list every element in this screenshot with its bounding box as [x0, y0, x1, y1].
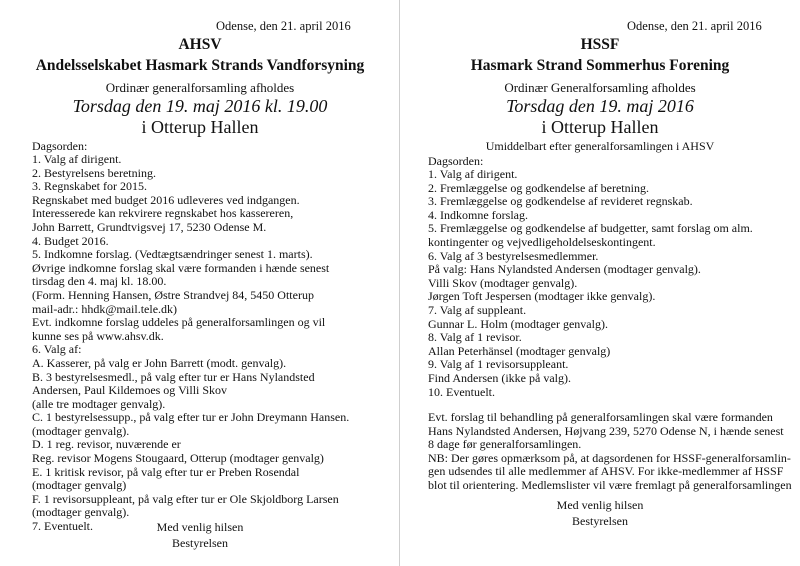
meeting-subtitle: Ordinær Generalforsamling afholdes: [504, 80, 696, 95]
agenda-line: 1. Valg af dirigent.: [428, 167, 518, 181]
agenda-line: 7. Eventuelt.: [32, 519, 93, 534]
closing-greeting: Med venlig hilsen: [556, 498, 644, 512]
agenda-line: 3. Regnskabet for 2015.: [32, 179, 147, 194]
agenda-line: 5. Fremlæggelse og godkendelse af budgetter, samt forslag om alm.: [428, 221, 753, 236]
signature: Bestyrelsen: [572, 514, 628, 528]
signature: Bestyrelsen: [172, 536, 228, 550]
agenda-line: Gunnar L. Holm (modtager genvalg).: [428, 316, 608, 331]
agenda-line: 6. Valg af:: [32, 342, 82, 357]
date-line: Odense, den 21. april 2016: [216, 19, 351, 33]
agenda-line: (Form. Henning Hansen, Østre Strandvej 84, 5450 Otterup: [32, 287, 314, 302]
meeting-venue: i Otterup Hallen: [541, 117, 659, 137]
agenda-line: tirsdag den 4. maj kl. 18.00.: [32, 274, 167, 289]
agenda-line: 5. Indkomne forslag. (Vedtægtsændringer senest 1. marts).: [32, 247, 313, 262]
agenda-line: mail-adr.: hhdk@mail.tele.dk): [32, 301, 178, 316]
agenda-line: kunne ses på www.ahsv.dk.: [32, 328, 164, 343]
agenda-line: (alle tre modtager genvalg).: [32, 396, 166, 411]
agenda-line: 7. Valg af suppleant.: [428, 302, 527, 317]
org-name: Hasmark Strand Sommerhus Forening: [470, 57, 730, 74]
footer-line: Hans Nylandsted Andersen, Højvang 239, 5270 Odense N, i hænde senest: [428, 423, 784, 438]
agenda-line: Regnskabet med budget 2016 udleveres ved indgangen.: [32, 192, 300, 207]
meeting-venue: i Otterup Hallen: [141, 117, 259, 137]
agenda-line: John Barrett, Grundtvigsvej 17, 5230 Odense M.: [32, 219, 267, 234]
closing-greeting: Med venlig hilsen: [156, 520, 244, 534]
agenda-line: F. 1 revisorsuppleant, på valg efter tur er Ole Skjoldborg Larsen: [32, 491, 339, 506]
meeting-date: Torsdag den 19. maj 2016: [506, 96, 694, 116]
agenda-line: 3. Fremlæggelse og godkendelse af revideret regnskab.: [428, 194, 693, 209]
date-line: Odense, den 21. april 2016: [627, 19, 762, 33]
org-acronym: HSSF: [580, 36, 620, 53]
agenda-line: 4. Budget 2016.: [32, 233, 109, 248]
footer-line: gen udsendes til alle medlemmer af AHSV. For ikke-medlemmer af HSSF: [428, 464, 784, 479]
agenda-line: 10. Eventuelt.: [428, 384, 495, 399]
org-acronym: AHSV: [178, 36, 222, 53]
agenda-line: 6. Valg af 3 bestyrelsesmedlemmer.: [428, 248, 599, 263]
agenda-line: 4. Indkomne forslag.: [428, 207, 528, 222]
agenda-line: (modtager genvalg): [32, 478, 127, 493]
agenda-line: På valg: Hans Nylandsted Andersen (modtager genvalg).: [428, 262, 701, 277]
agenda-line: C. 1 bestyrelsessupp., på valg efter tur er John Dreymann Hansen.: [32, 410, 350, 425]
footer-line: 8 dage før generalforsamlingen.: [428, 437, 582, 452]
agenda-line: D. 1 reg. revisor, nuværende er: [32, 437, 181, 452]
footer-notice: [428, 411, 792, 493]
agenda-line: (modtager genvalg).: [32, 505, 130, 520]
agenda-line: 1. Valg af dirigent.: [32, 152, 122, 166]
meeting-subtitle: Ordinær generalforsamling afholdes: [105, 80, 295, 95]
org-name: Andelsselskabet Hasmark Strands Vandforsyning: [35, 57, 365, 74]
agenda-line: (modtager genvalg).: [32, 423, 130, 438]
agenda-line: kontingenter og vejvedligeholdelseskontingent.: [428, 234, 656, 249]
agenda-line: Villi Skov (modtager genvalg).: [428, 275, 578, 290]
agenda-line: Andersen, Paul Kildemoes og Villi Skov: [32, 383, 228, 398]
agenda-label: Dagsorden:: [32, 139, 88, 153]
agenda-line: 8. Valg af 1 revisor.: [428, 330, 522, 345]
agenda-line: B. 3 bestyrelsesmedl., på valg efter tur er Hans Nylandsted: [32, 369, 315, 384]
agenda-line: Øvrige indkomne forslag skal være formanden i hænde senest: [32, 260, 330, 275]
footer-line: blot til orientering. Medlemslister vil være fremlagt på generalforsamlingen: [428, 477, 792, 492]
agenda-line: Find Andersen (ikke på valg).: [428, 370, 571, 385]
meeting-note: Umiddelbart efter generalforsamlingen i AHSV: [485, 139, 715, 153]
hssf-invitation-page: [400, 0, 800, 566]
agenda-line: Allan Peterhänsel (modtager genvalg): [428, 343, 611, 358]
agenda-line: Reg. revisor Mogens Stougaard, Otterup (modtager genvalg): [32, 451, 324, 466]
agenda-list: [428, 168, 753, 399]
agenda-line: Evt. indkomne forslag uddeles på generalforsamlingen og vil: [32, 315, 326, 330]
footer-line: NB: Der gøres opmærksom på, at dagsordenen for HSSF-generalforsamlin-: [428, 450, 791, 465]
agenda-label: Dagsorden:: [428, 154, 484, 168]
agenda-line: 9. Valg af 1 revisorsuppleant.: [428, 357, 569, 372]
agenda-line: Jørgen Toft Jespersen (modtager ikke genvalg).: [428, 289, 656, 304]
meeting-date: Torsdag den 19. maj 2016 kl. 19.00: [72, 96, 328, 116]
agenda-list: [32, 153, 349, 534]
agenda-line: 2. Fremlæggelse og godkendelse af beretning.: [428, 180, 649, 195]
agenda-line: 2. Bestyrelsens beretning.: [32, 165, 156, 180]
agenda-line: E. 1 kritisk revisor, på valg efter tur er Preben Rosendal: [32, 464, 300, 479]
agenda-line: Interesserede kan rekvirere regnskabet hos kassereren,: [32, 206, 294, 221]
footer-line: Evt. forslag til behandling på generalforsamlingen skal være formanden: [428, 410, 773, 424]
agenda-line: A. Kasserer, på valg er John Barrett (modt. genvalg).: [32, 355, 287, 370]
